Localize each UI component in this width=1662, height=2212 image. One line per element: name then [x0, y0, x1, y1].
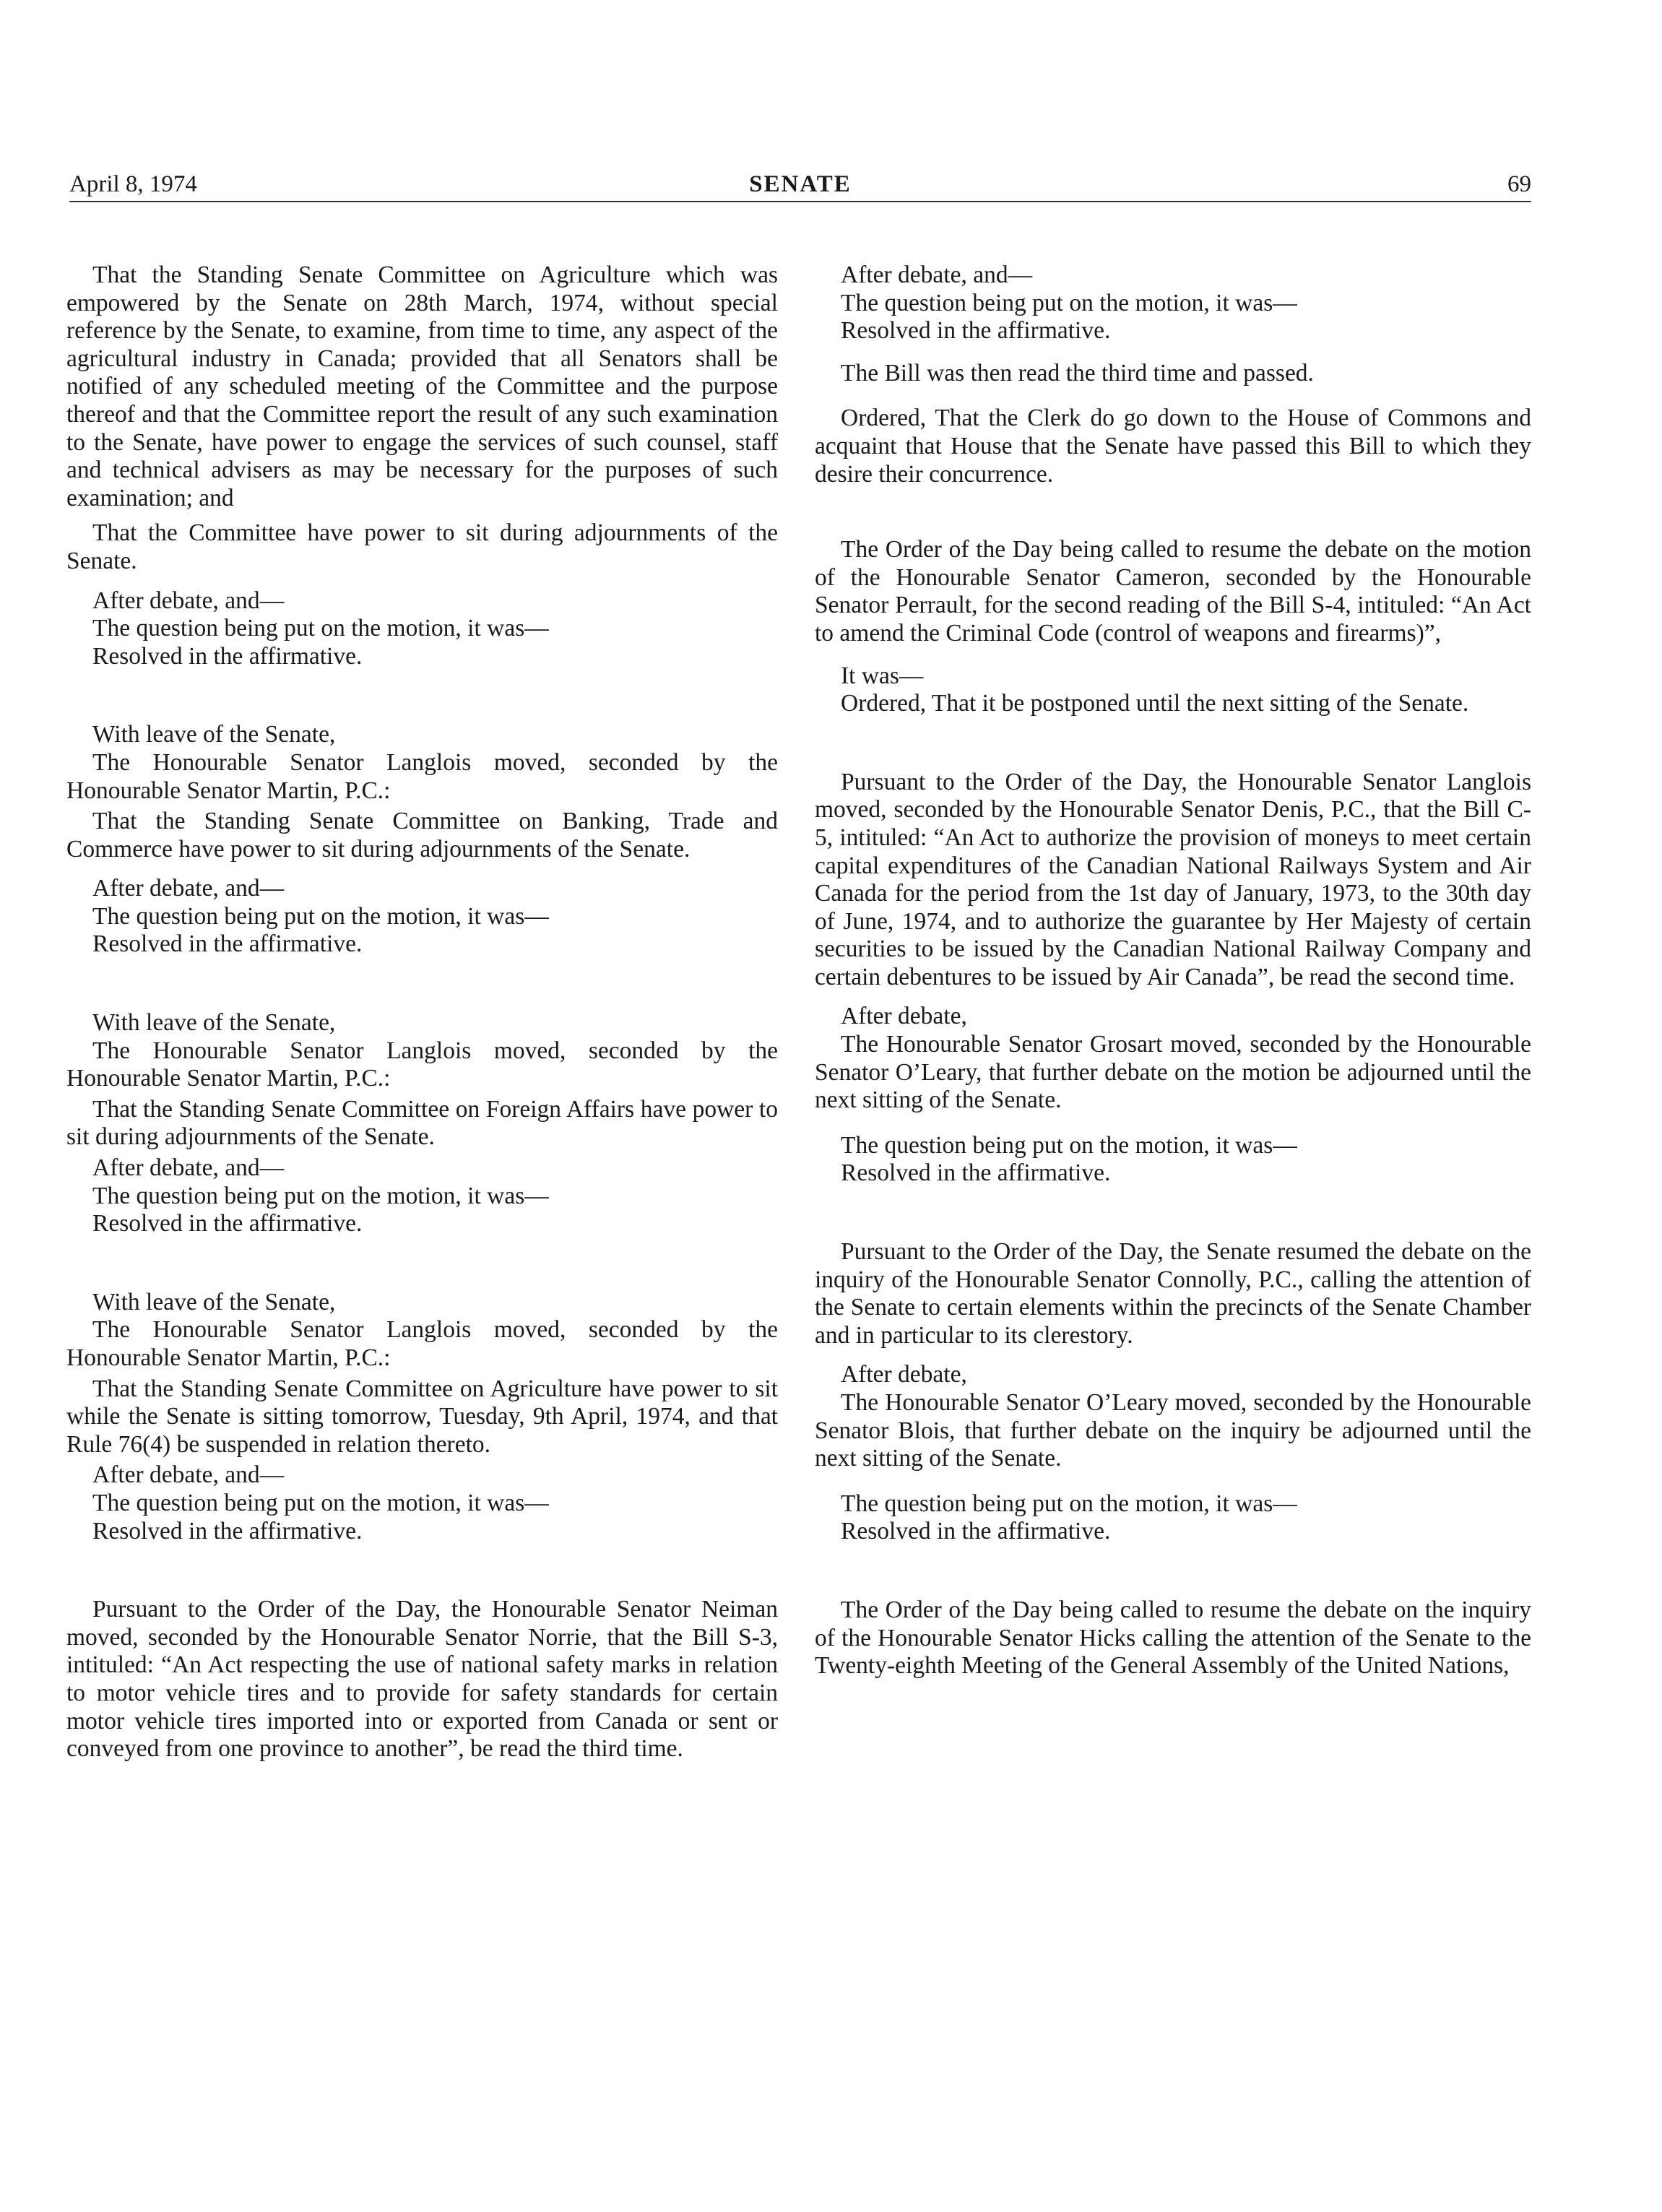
line: After debate,	[841, 1361, 967, 1388]
entry-block	[66, 1009, 778, 1093]
entry-block	[66, 1154, 778, 1238]
left-column	[66, 262, 778, 1763]
paragraph: The Honourable Senator Langlois moved, seconded by the Honourable Senator Martin, P.C.:	[66, 748, 778, 804]
entry-block	[815, 1132, 1531, 1188]
paragraph: The Honourable Senator O’Leary moved, seconded by the Honourable Senator Blois, that further debate on the inquiry be adjourned until the next sitting of the Senate.	[815, 1389, 1531, 1472]
paragraph: Pursuant to the Order of the Day, the Honourable Senator Langlois moved, seconded by the Honourable Senator Denis, P.C., that the Bill C-5, intituled: “An Act to authorize the provision of moneys to meet certain capital expenditures of the Canadian National Railways System and Air Canada for the period from the 1st day of January, 1973, to the 30th day of June, 1974, and to authorize the guarantee by Her Majesty of certain securities to be issued by the Canadian National Railway Company and certain debentures to be issued by Air Canada”, be read the second time.	[815, 768, 1531, 990]
entry-block	[815, 1238, 1531, 1349]
line: The question being put on the motion, it was—	[92, 1182, 549, 1209]
line: With leave of the Senate,	[92, 1009, 336, 1037]
paragraph: Pursuant to the Order of the Day, the Senate resumed the debate on the inquiry of the Honourable Senator Connolly, P.C., calling the attention of the Senate to certain elements within the precincts of the Senate Chamber and in particular to its clerestory.	[815, 1238, 1531, 1349]
line: Resolved in the affirmative.	[92, 930, 363, 958]
page-header	[69, 168, 1531, 202]
line: Resolved in the affirmative.	[92, 1517, 363, 1544]
paragraph: That the Committee have power to sit during adjournments of the Senate.	[66, 519, 778, 574]
line: With leave of the Senate,	[92, 1288, 336, 1315]
line: The question being put on the motion, it was—	[841, 1131, 1297, 1159]
entry-block	[66, 1461, 778, 1545]
entry-block	[815, 360, 1531, 388]
entry-block	[815, 662, 1531, 718]
line: The question being put on the motion, it was—	[841, 289, 1297, 316]
paragraph: That the Standing Senate Committee on Agriculture have power to sit while the Senate is sitting tomorrow, Tuesday, 9th April, 1974, and that Rule 76(4) be suspended in relation thereto.	[66, 1375, 778, 1458]
paragraph: The Order of the Day being called to resume the debate on the inquiry of the Honourable Senator Hicks calling the attention of the Senate to the Twenty-eighth Meeting of the General Assembly of the United Nations,	[815, 1596, 1531, 1680]
line: The question being put on the motion, it was—	[92, 1489, 549, 1516]
entry-block	[815, 536, 1531, 647]
line: The question being put on the motion, it was—	[841, 1490, 1297, 1517]
paragraph: That the Standing Senate Committee on Agriculture which was empowered by the Senate on 28th March, 1974, without special reference by the Senate, to examine, from time to time, any aspect of the agricultural industry in Canada; provided that all Senators shall be notified of any scheduled meeting of the Committee and the purpose thereof and that the Committee report the result of any such examination to the Senate, have power to engage the services of such counsel, staff and technical advisers as may be necessary for the purposes of such examination; and	[66, 262, 778, 511]
line: After debate, and—	[841, 262, 1033, 288]
entry-block	[815, 1003, 1531, 1114]
entry-block	[66, 721, 778, 805]
paragraph: The Honourable Senator Langlois moved, seconded by the Honourable Senator Martin, P.C.:	[66, 1037, 778, 1092]
paragraph: Pursuant to the Order of the Day, the Honourable Senator Neiman moved, seconded by the Honourable Senator Norrie, that the Bill S-3, intituled: “An Act respecting the use of national safety marks in relation to motor vehicle tires and to provide for safety standards for certain motor vehicle tires imported into or exported from Canada or sent or conveyed from one province to another”, be read the third time.	[66, 1596, 778, 1763]
line: After debate,	[841, 1003, 967, 1030]
paragraph: Ordered, That the Clerk do go down to the House of Commons and acquaint that House that the Senate have passed this Bill to which they desire their concurrence.	[815, 405, 1531, 488]
entry-block	[66, 587, 778, 671]
paragraph: Ordered, That it be postponed until the next sitting of the Senate.	[841, 690, 1469, 717]
entry-block	[66, 1096, 778, 1152]
entry-block	[815, 1490, 1531, 1546]
header-title: SENATE	[749, 171, 852, 197]
entry-block	[815, 1361, 1531, 1472]
paragraph: The Honourable Senator Grosart moved, seconded by the Honourable Senator O’Leary, that further debate on the motion be adjourned until the next sitting of the Senate.	[815, 1031, 1531, 1114]
paragraph: The Honourable Senator Langlois moved, seconded by the Honourable Senator Martin, P.C.:	[66, 1316, 778, 1371]
line: With leave of the Senate,	[92, 721, 336, 748]
line: Resolved in the affirmative.	[841, 1159, 1111, 1187]
line: The question being put on the motion, it was—	[92, 902, 549, 930]
entry-block	[66, 1289, 778, 1373]
header-date: April 8, 1974	[69, 171, 197, 197]
line: Resolved in the affirmative.	[841, 1518, 1111, 1545]
line: It was—	[841, 662, 924, 689]
entry-block	[66, 262, 778, 512]
entry-block	[66, 1375, 778, 1459]
line: Resolved in the affirmative.	[92, 1210, 363, 1237]
entry-block	[815, 769, 1531, 992]
line: After debate, and—	[92, 875, 285, 902]
right-column	[815, 262, 1531, 1680]
entry-block	[66, 519, 778, 575]
line: After debate, and—	[92, 1461, 285, 1489]
entry-block	[815, 1597, 1531, 1680]
line: After debate, and—	[92, 587, 285, 614]
page-number: 69	[1507, 171, 1531, 197]
line: Resolved in the affirmative.	[841, 317, 1111, 345]
line: After debate, and—	[92, 1154, 285, 1182]
entry-block	[66, 875, 778, 959]
paragraph: That the Standing Senate Committee on Foreign Affairs have power to sit during adjournments of the Senate.	[66, 1095, 778, 1151]
line: The question being put on the motion, it was—	[92, 615, 549, 642]
entry-block	[815, 262, 1531, 345]
line: Resolved in the affirmative.	[92, 642, 363, 670]
paragraph: The Bill was then read the third time and passed.	[841, 359, 1314, 386]
paragraph: That the Standing Senate Committee on Banking, Trade and Commerce have power to sit during adjournments of the Senate.	[66, 808, 778, 863]
entry-block	[815, 405, 1531, 488]
paragraph: The Order of the Day being called to resume the debate on the motion of the Honourable Senator Cameron, seconded by the Honourable Senator Perrault, for the second reading of the Bill S-4, intituled: “An Act to amend the Criminal Code (control of weapons and firearms)”,	[815, 536, 1531, 647]
entry-block	[66, 808, 778, 863]
entry-block	[66, 1596, 778, 1763]
